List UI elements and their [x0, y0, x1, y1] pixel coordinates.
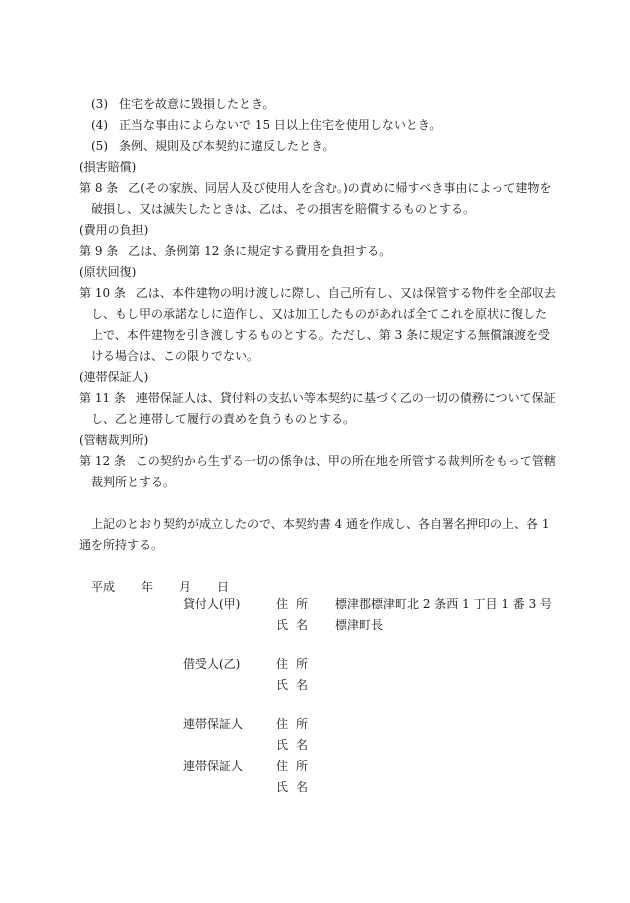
item-number: (5)	[91, 139, 108, 153]
item-text: 正当な事由によらないで 15 日以上住宅を使用しないとき。	[119, 118, 442, 132]
signatory-lessee	[183, 654, 563, 696]
address-label: 住所	[276, 657, 317, 671]
article-text: 乙(その家族、同居人及び使用人を含む。)の責めに帰すべき事由によって建物を破損し、又は滅失したときは、乙は、その損害を賠償するものとする。	[91, 181, 552, 216]
article-text: 乙は、条例第 12 条に規定する費用を負担する。	[128, 244, 392, 258]
article-number: 第 10 条	[79, 286, 126, 300]
article-heading: (損害賠償)	[79, 160, 137, 174]
list-item	[79, 94, 557, 115]
article-text: 連帯保証人は、貸付料の支払い等本契約に基づく乙の一切の債務について保証し、乙と連帯して履行の責めを負うものとする。	[91, 391, 556, 426]
article-heading: (費用の負担)	[79, 223, 149, 237]
closing-paragraph: 上記のとおり契約が成立したので、本契約書 4 通を作成し、各自署名押印の上、各 1 通を所持する。	[79, 517, 550, 552]
signatory-lessor	[183, 594, 563, 636]
date-year: 年	[141, 580, 154, 594]
article-10	[79, 283, 557, 367]
name-label: 氏名	[276, 780, 317, 794]
name-label: 氏名	[276, 618, 317, 632]
item-text: 条例、規則及び本契約に違反したとき。	[119, 139, 335, 153]
name-label: 氏名	[276, 678, 317, 692]
list-item	[79, 136, 557, 157]
item-text: 住宅を故意に毀損したとき。	[119, 97, 275, 111]
date-day: 日	[217, 580, 230, 594]
article-text: 乙は、本件建物の明け渡しに際し、自己所有し、又は保管する物件を全部収去し、もし甲の承諾なしに造作し、又は加工したものがあれば全てこれを原状に復した上で、本件建物を引き渡しするものとする。ただし、第 3 条に規定する無償譲渡を受ける場合は、この限りでない。	[91, 286, 556, 363]
signatory-party: 貸付人(甲)	[183, 597, 241, 611]
article-9	[79, 241, 557, 262]
article-11	[79, 388, 557, 430]
address-value: 標津郡標津町北 2 条西 1 丁目 1 番 3 号	[335, 597, 553, 611]
article-number: 第 8 条	[79, 181, 119, 195]
item-number: (3)	[91, 97, 108, 111]
article-heading: (管轄裁判所)	[79, 433, 149, 447]
signatory-party: 連帯保証人	[183, 759, 244, 773]
article-number: 第 12 条	[79, 454, 126, 468]
list-item	[79, 115, 557, 136]
signatory-party: 借受人(乙)	[183, 657, 241, 671]
article-12	[79, 451, 557, 493]
address-label: 住所	[276, 759, 317, 773]
signatory-party: 連帯保証人	[183, 717, 244, 731]
article-number: 第 9 条	[79, 244, 119, 258]
signatory-guarantor-2	[183, 756, 563, 798]
address-label: 住所	[276, 717, 317, 731]
address-label: 住所	[276, 597, 317, 611]
signatory-guarantor-1	[183, 714, 563, 756]
item-number: (4)	[91, 118, 108, 132]
article-text: この契約から生ずる一切の係争は、甲の所在地を所管する裁判所をもって管轄裁判所とする。	[91, 454, 556, 489]
date-month: 月	[179, 580, 192, 594]
name-label: 氏名	[276, 738, 317, 752]
article-8	[79, 178, 557, 220]
article-heading: (原状回復)	[79, 265, 137, 279]
name-value: 標津町長	[335, 618, 384, 632]
date-era: 平成	[91, 580, 116, 594]
contract-body	[79, 94, 557, 598]
article-heading: (連帯保証人)	[79, 370, 149, 384]
article-number: 第 11 条	[79, 391, 126, 405]
